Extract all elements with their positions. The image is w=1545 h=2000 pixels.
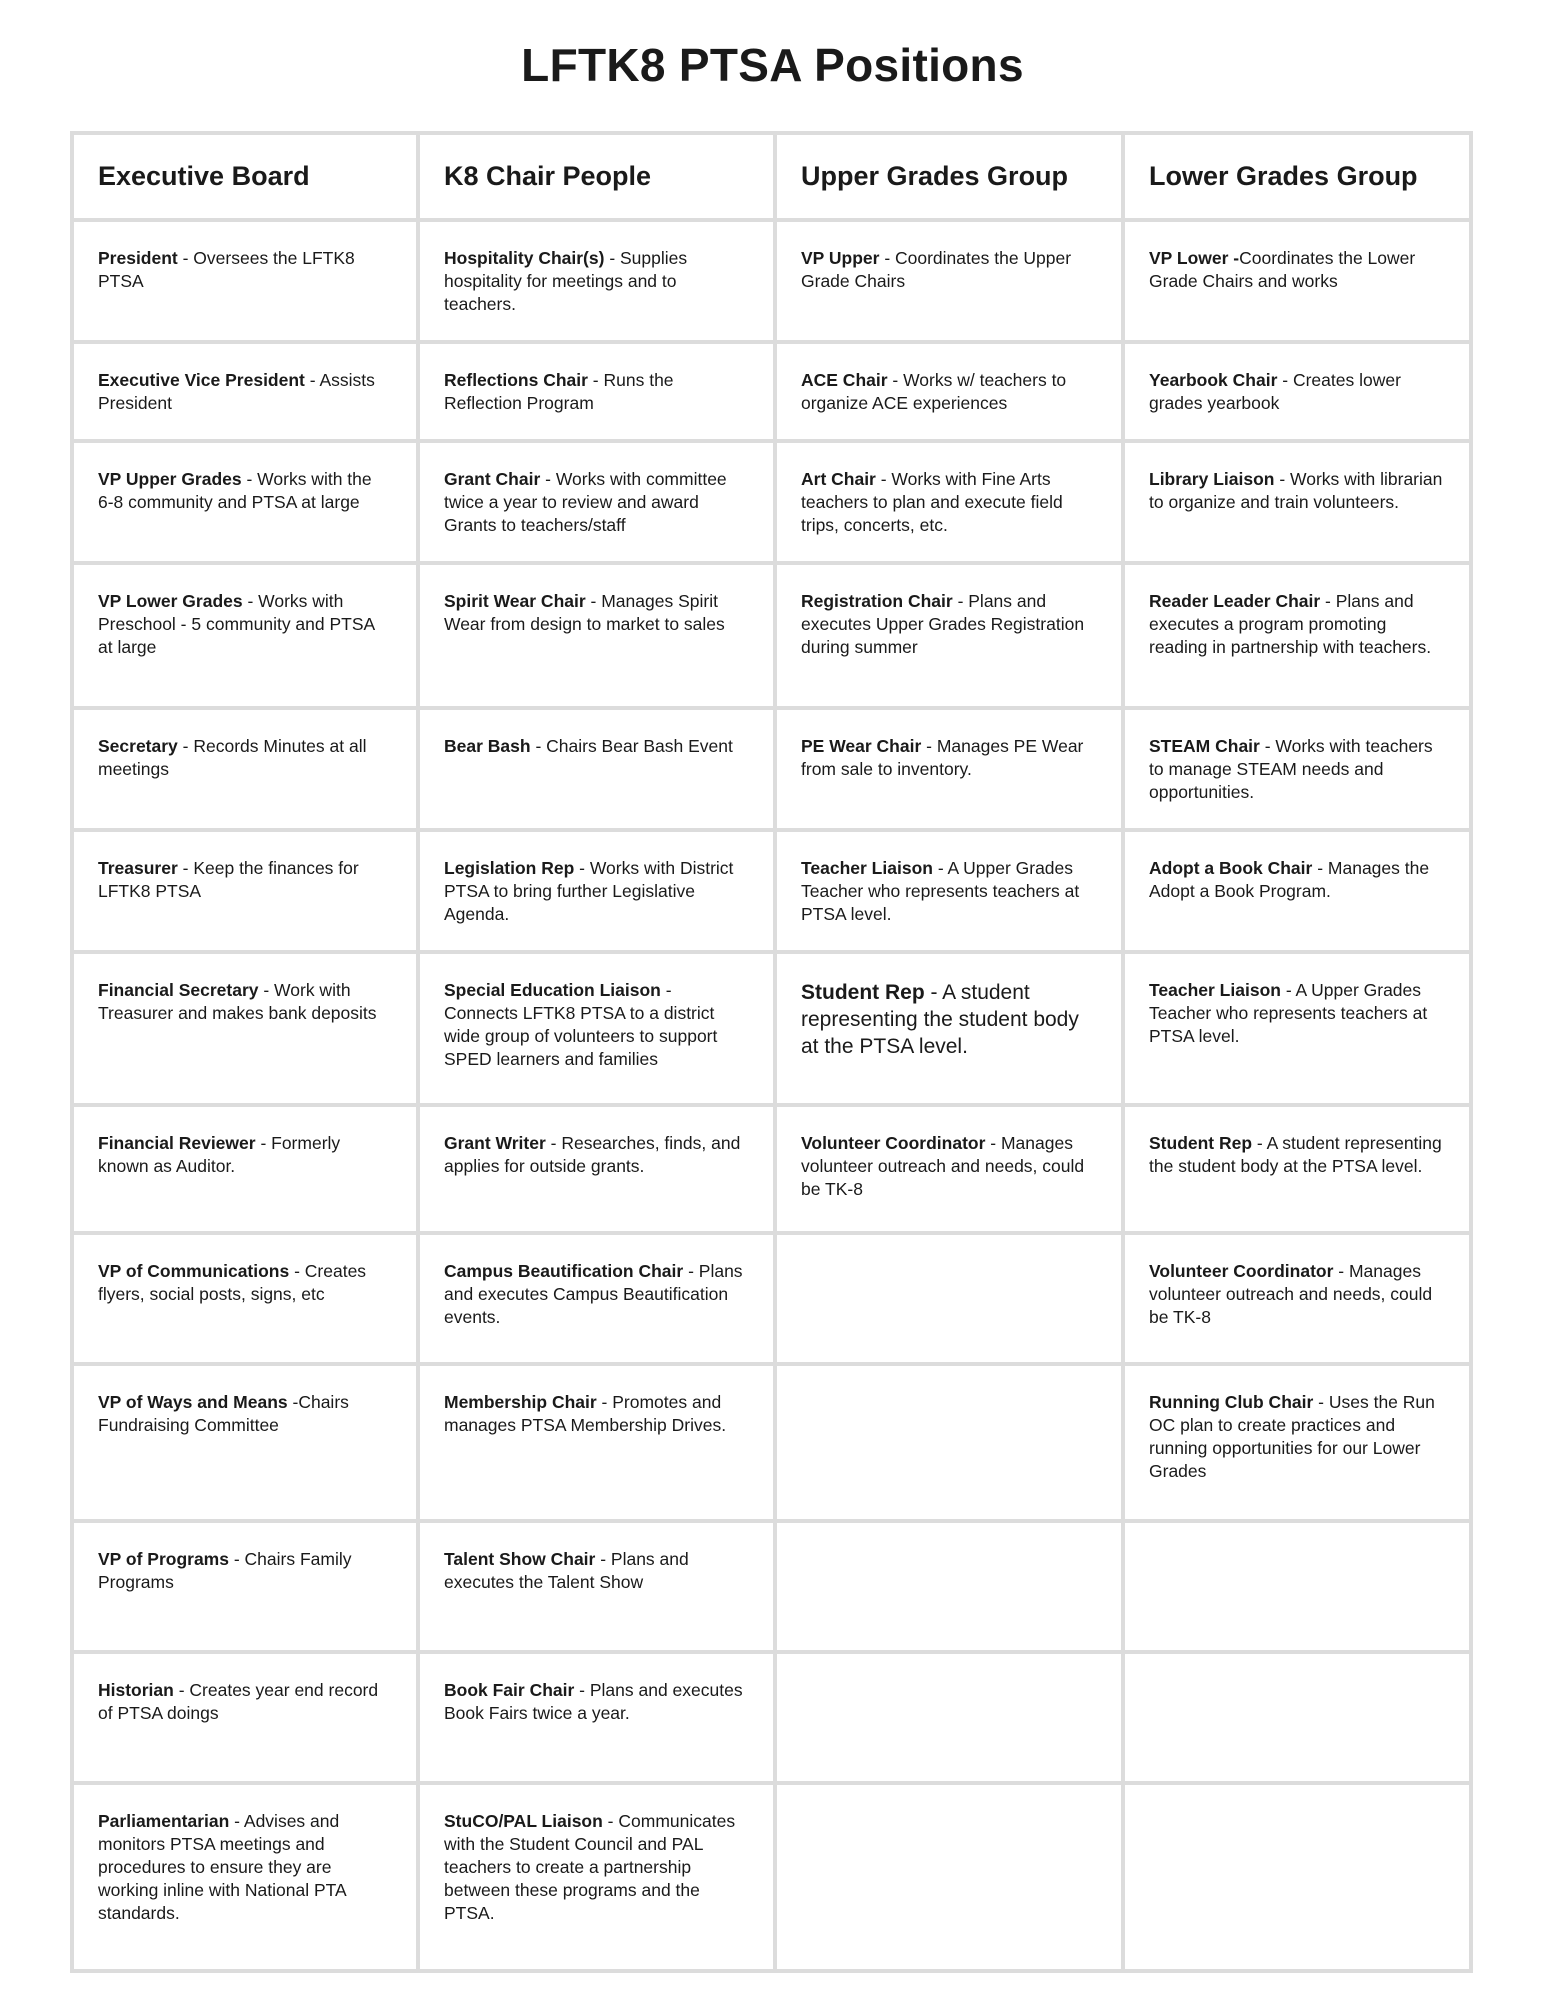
table-cell	[1123, 1521, 1471, 1652]
table-cell	[418, 563, 775, 708]
table-row	[72, 830, 1471, 952]
table-cell	[72, 563, 418, 708]
position-description: - Coordinates the Upper Grade Chairs	[801, 248, 1072, 291]
column-header: Executive Board	[72, 133, 418, 220]
position-description: - Supplies hospitality for meetings and to teachers.	[444, 248, 688, 314]
position-description: - Assists President	[98, 370, 375, 413]
table-cell	[72, 1233, 418, 1364]
table-cell	[418, 1364, 775, 1521]
position-description: - Works with committee twice a year to review and award Grants to teachers/staff	[444, 469, 727, 535]
position-description: - Chairs Family Programs	[98, 1549, 352, 1592]
table-row	[72, 220, 1471, 342]
table-cell	[418, 1105, 775, 1233]
position-title: Student Rep	[1149, 1133, 1253, 1153]
position-description: -Chairs Fundraising Committee	[98, 1392, 349, 1435]
table-row	[72, 342, 1471, 441]
table-row	[72, 563, 1471, 708]
position-description: - Manages volunteer outreach and needs, could be TK-8	[801, 1133, 1085, 1199]
table-row	[72, 952, 1471, 1105]
table-cell	[72, 1652, 418, 1783]
table-cell	[1123, 830, 1471, 952]
position-title: Parliamentarian	[98, 1811, 230, 1831]
position-description: - Manages Spirit Wear from design to market to sales	[444, 591, 725, 634]
position-description: - Creates lower grades yearbook	[1149, 370, 1401, 413]
table-cell	[418, 1652, 775, 1783]
position-description: - A Upper Grades Teacher who represents teachers at PTSA level.	[801, 858, 1080, 924]
table-cell	[418, 830, 775, 952]
table-cell	[775, 1652, 1123, 1783]
position-title: Registration Chair	[801, 591, 953, 611]
position-title: Historian	[98, 1680, 174, 1700]
column-header: Upper Grades Group	[775, 133, 1123, 220]
position-description: - Manages volunteer outreach and needs, could be TK-8	[1149, 1261, 1433, 1327]
position-title: Grant Writer	[444, 1133, 546, 1153]
position-description: - Plans and executes the Talent Show	[444, 1549, 689, 1592]
table-cell	[775, 220, 1123, 342]
position-description: - Chairs Bear Bash Event	[530, 736, 733, 756]
table-row	[72, 1652, 1471, 1783]
table-cell	[72, 441, 418, 563]
table-cell	[72, 1105, 418, 1233]
table-cell	[775, 342, 1123, 441]
position-title: Secretary	[98, 736, 178, 756]
position-description: - Works with librarian to organize and train volunteers.	[1149, 469, 1443, 512]
position-description: - A Upper Grades Teacher who represents teachers at PTSA level.	[1149, 980, 1428, 1046]
table-cell	[1123, 220, 1471, 342]
position-description: - Formerly known as Auditor.	[98, 1133, 341, 1176]
position-description: - Plans and executes Book Fairs twice a year.	[444, 1680, 743, 1723]
position-description: - Plans and executes Upper Grades Registration during summer	[801, 591, 1085, 657]
position-title: Legislation Rep	[444, 858, 575, 878]
table-row	[72, 1783, 1471, 1971]
table-cell	[72, 1783, 418, 1971]
table-cell	[418, 708, 775, 830]
position-title: VP Lower Grades	[98, 591, 243, 611]
position-title: Volunteer Coordinator	[801, 1133, 986, 1153]
position-title: Spirit Wear Chair	[444, 591, 586, 611]
table-cell	[1123, 708, 1471, 830]
position-title: Grant Chair	[444, 469, 541, 489]
table-row	[72, 1364, 1471, 1521]
table-cell	[775, 441, 1123, 563]
position-description: Coordinates the Lower Grade Chairs and works	[1149, 248, 1416, 291]
table-cell	[1123, 342, 1471, 441]
position-title: StuCO/PAL Liaison	[444, 1811, 603, 1831]
table-cell	[418, 342, 775, 441]
position-title: Hospitality Chair(s)	[444, 248, 605, 268]
position-description: - A student representing the student body at the PTSA level.	[1149, 1133, 1442, 1176]
position-title: Library Liaison	[1149, 469, 1275, 489]
table-cell	[418, 1233, 775, 1364]
table-cell	[775, 1105, 1123, 1233]
table-row	[72, 1521, 1471, 1652]
position-description: - Works with Preschool - 5 community and PTSA at large	[98, 591, 375, 657]
table-cell	[72, 952, 418, 1105]
position-description: - Works with Fine Arts teachers to plan and execute field trips, concerts, etc.	[801, 469, 1063, 535]
position-title: Yearbook Chair	[1149, 370, 1278, 390]
position-description: - Works with the 6-8 community and PTSA at large	[98, 469, 372, 512]
position-description: - Works w/ teachers to organize ACE experiences	[801, 370, 1067, 413]
header-row	[72, 133, 1471, 220]
position-title: PE Wear Chair	[801, 736, 922, 756]
position-title: Volunteer Coordinator	[1149, 1261, 1334, 1281]
column-header: Lower Grades Group	[1123, 133, 1471, 220]
position-description: - A student representing the student body at the PTSA level.	[801, 981, 1079, 1058]
position-title: Talent Show Chair	[444, 1549, 596, 1569]
table-cell	[775, 830, 1123, 952]
position-description: - Records Minutes at all meetings	[98, 736, 367, 779]
table-cell	[418, 220, 775, 342]
position-description: - Oversees the LFTK8 PTSA	[98, 248, 355, 291]
table-cell	[418, 1521, 775, 1652]
position-title: VP Upper Grades	[98, 469, 242, 489]
position-title: VP of Ways and Means	[98, 1392, 288, 1412]
table-cell	[418, 952, 775, 1105]
position-title: Reader Leader Chair	[1149, 591, 1321, 611]
position-title: Special Education Liaison	[444, 980, 661, 1000]
table-cell	[775, 1364, 1123, 1521]
position-title: Financial Secretary	[98, 980, 259, 1000]
table-cell	[72, 830, 418, 952]
position-description: - Runs the Reflection Program	[444, 370, 674, 413]
position-description: - Plans and executes Campus Beautification events.	[444, 1261, 743, 1327]
position-title: Treasurer	[98, 858, 178, 878]
table-cell	[1123, 1652, 1471, 1783]
position-title: Membership Chair	[444, 1392, 597, 1412]
table-cell	[775, 1783, 1123, 1971]
table-cell	[72, 1521, 418, 1652]
position-title: Teacher Liaison	[1149, 980, 1281, 1000]
position-description: - Communicates with the Student Council and PAL teachers to create a partnership between these programs and the PTSA.	[444, 1811, 736, 1923]
position-title: Executive Vice President	[98, 370, 305, 390]
position-description: - Works with teachers to manage STEAM needs and opportunities.	[1149, 736, 1433, 802]
table-cell	[1123, 1783, 1471, 1971]
position-title: Book Fair Chair	[444, 1680, 575, 1700]
table-cell	[72, 220, 418, 342]
positions-table	[70, 131, 1473, 1973]
position-title: VP of Communications	[98, 1261, 290, 1281]
table-cell	[775, 1233, 1123, 1364]
position-title: STEAM Chair	[1149, 736, 1260, 756]
table-cell	[775, 952, 1123, 1105]
position-title: VP of Programs	[98, 1549, 229, 1569]
position-title: Teacher Liaison	[801, 858, 933, 878]
table-cell	[72, 1364, 418, 1521]
position-description: - Keep the finances for LFTK8 PTSA	[98, 858, 359, 901]
table-cell	[418, 441, 775, 563]
position-title: VP Upper	[801, 248, 880, 268]
position-title: Art Chair	[801, 469, 876, 489]
position-description: - Creates flyers, social posts, signs, etc	[98, 1261, 367, 1304]
position-description: - Works with District PTSA to bring further Legislative Agenda.	[444, 858, 734, 924]
table-cell	[775, 1521, 1123, 1652]
position-title: Bear Bash	[444, 736, 531, 756]
table-cell	[1123, 1233, 1471, 1364]
page-title: LFTK8 PTSA Positions	[521, 39, 1024, 91]
position-description: - Promotes and manages PTSA Membership Drives.	[444, 1392, 727, 1435]
position-title: VP Lower -	[1149, 248, 1240, 268]
table-cell	[1123, 563, 1471, 708]
table-cell	[72, 708, 418, 830]
position-title: ACE Chair	[801, 370, 888, 390]
position-description: - Work with Treasurer and makes bank deposits	[98, 980, 377, 1023]
table-row	[72, 1105, 1471, 1233]
table-row	[72, 708, 1471, 830]
table-cell	[775, 708, 1123, 830]
table-cell	[1123, 1105, 1471, 1233]
position-description: - Manages the Adopt a Book Program.	[1149, 858, 1430, 901]
table-cell	[775, 563, 1123, 708]
table-cell	[1123, 441, 1471, 563]
table-row	[72, 441, 1471, 563]
table-row	[72, 1233, 1471, 1364]
position-description: - Manages PE Wear from sale to inventory.	[801, 736, 1084, 779]
table-cell	[1123, 952, 1471, 1105]
table-cell	[418, 1783, 775, 1971]
position-title: Student Rep	[801, 981, 925, 1004]
position-description: - Connects LFTK8 PTSA to a district wide group of volunteers to support SPED learners and families	[444, 980, 718, 1069]
position-title: Campus Beautification Chair	[444, 1261, 684, 1281]
column-header: K8 Chair People	[418, 133, 775, 220]
position-description: - Creates year end record of PTSA doings	[98, 1680, 379, 1723]
position-description: - Advises and monitors PTSA meetings and procedures to ensure they are working inline with National PTA standards.	[98, 1811, 346, 1923]
table-cell	[1123, 1364, 1471, 1521]
position-description: - Researches, finds, and applies for outside grants.	[444, 1133, 741, 1176]
table-cell	[72, 342, 418, 441]
position-title: Running Club Chair	[1149, 1392, 1314, 1412]
position-description: - Uses the Run OC plan to create practices and running opportunities for our Lower Grades	[1149, 1392, 1435, 1481]
position-title: President	[98, 248, 178, 268]
position-title: Financial Reviewer	[98, 1133, 256, 1153]
position-title: Reflections Chair	[444, 370, 588, 390]
position-description: - Plans and executes a program promoting reading in partnership with teachers.	[1149, 591, 1432, 657]
position-title: Adopt a Book Chair	[1149, 858, 1313, 878]
